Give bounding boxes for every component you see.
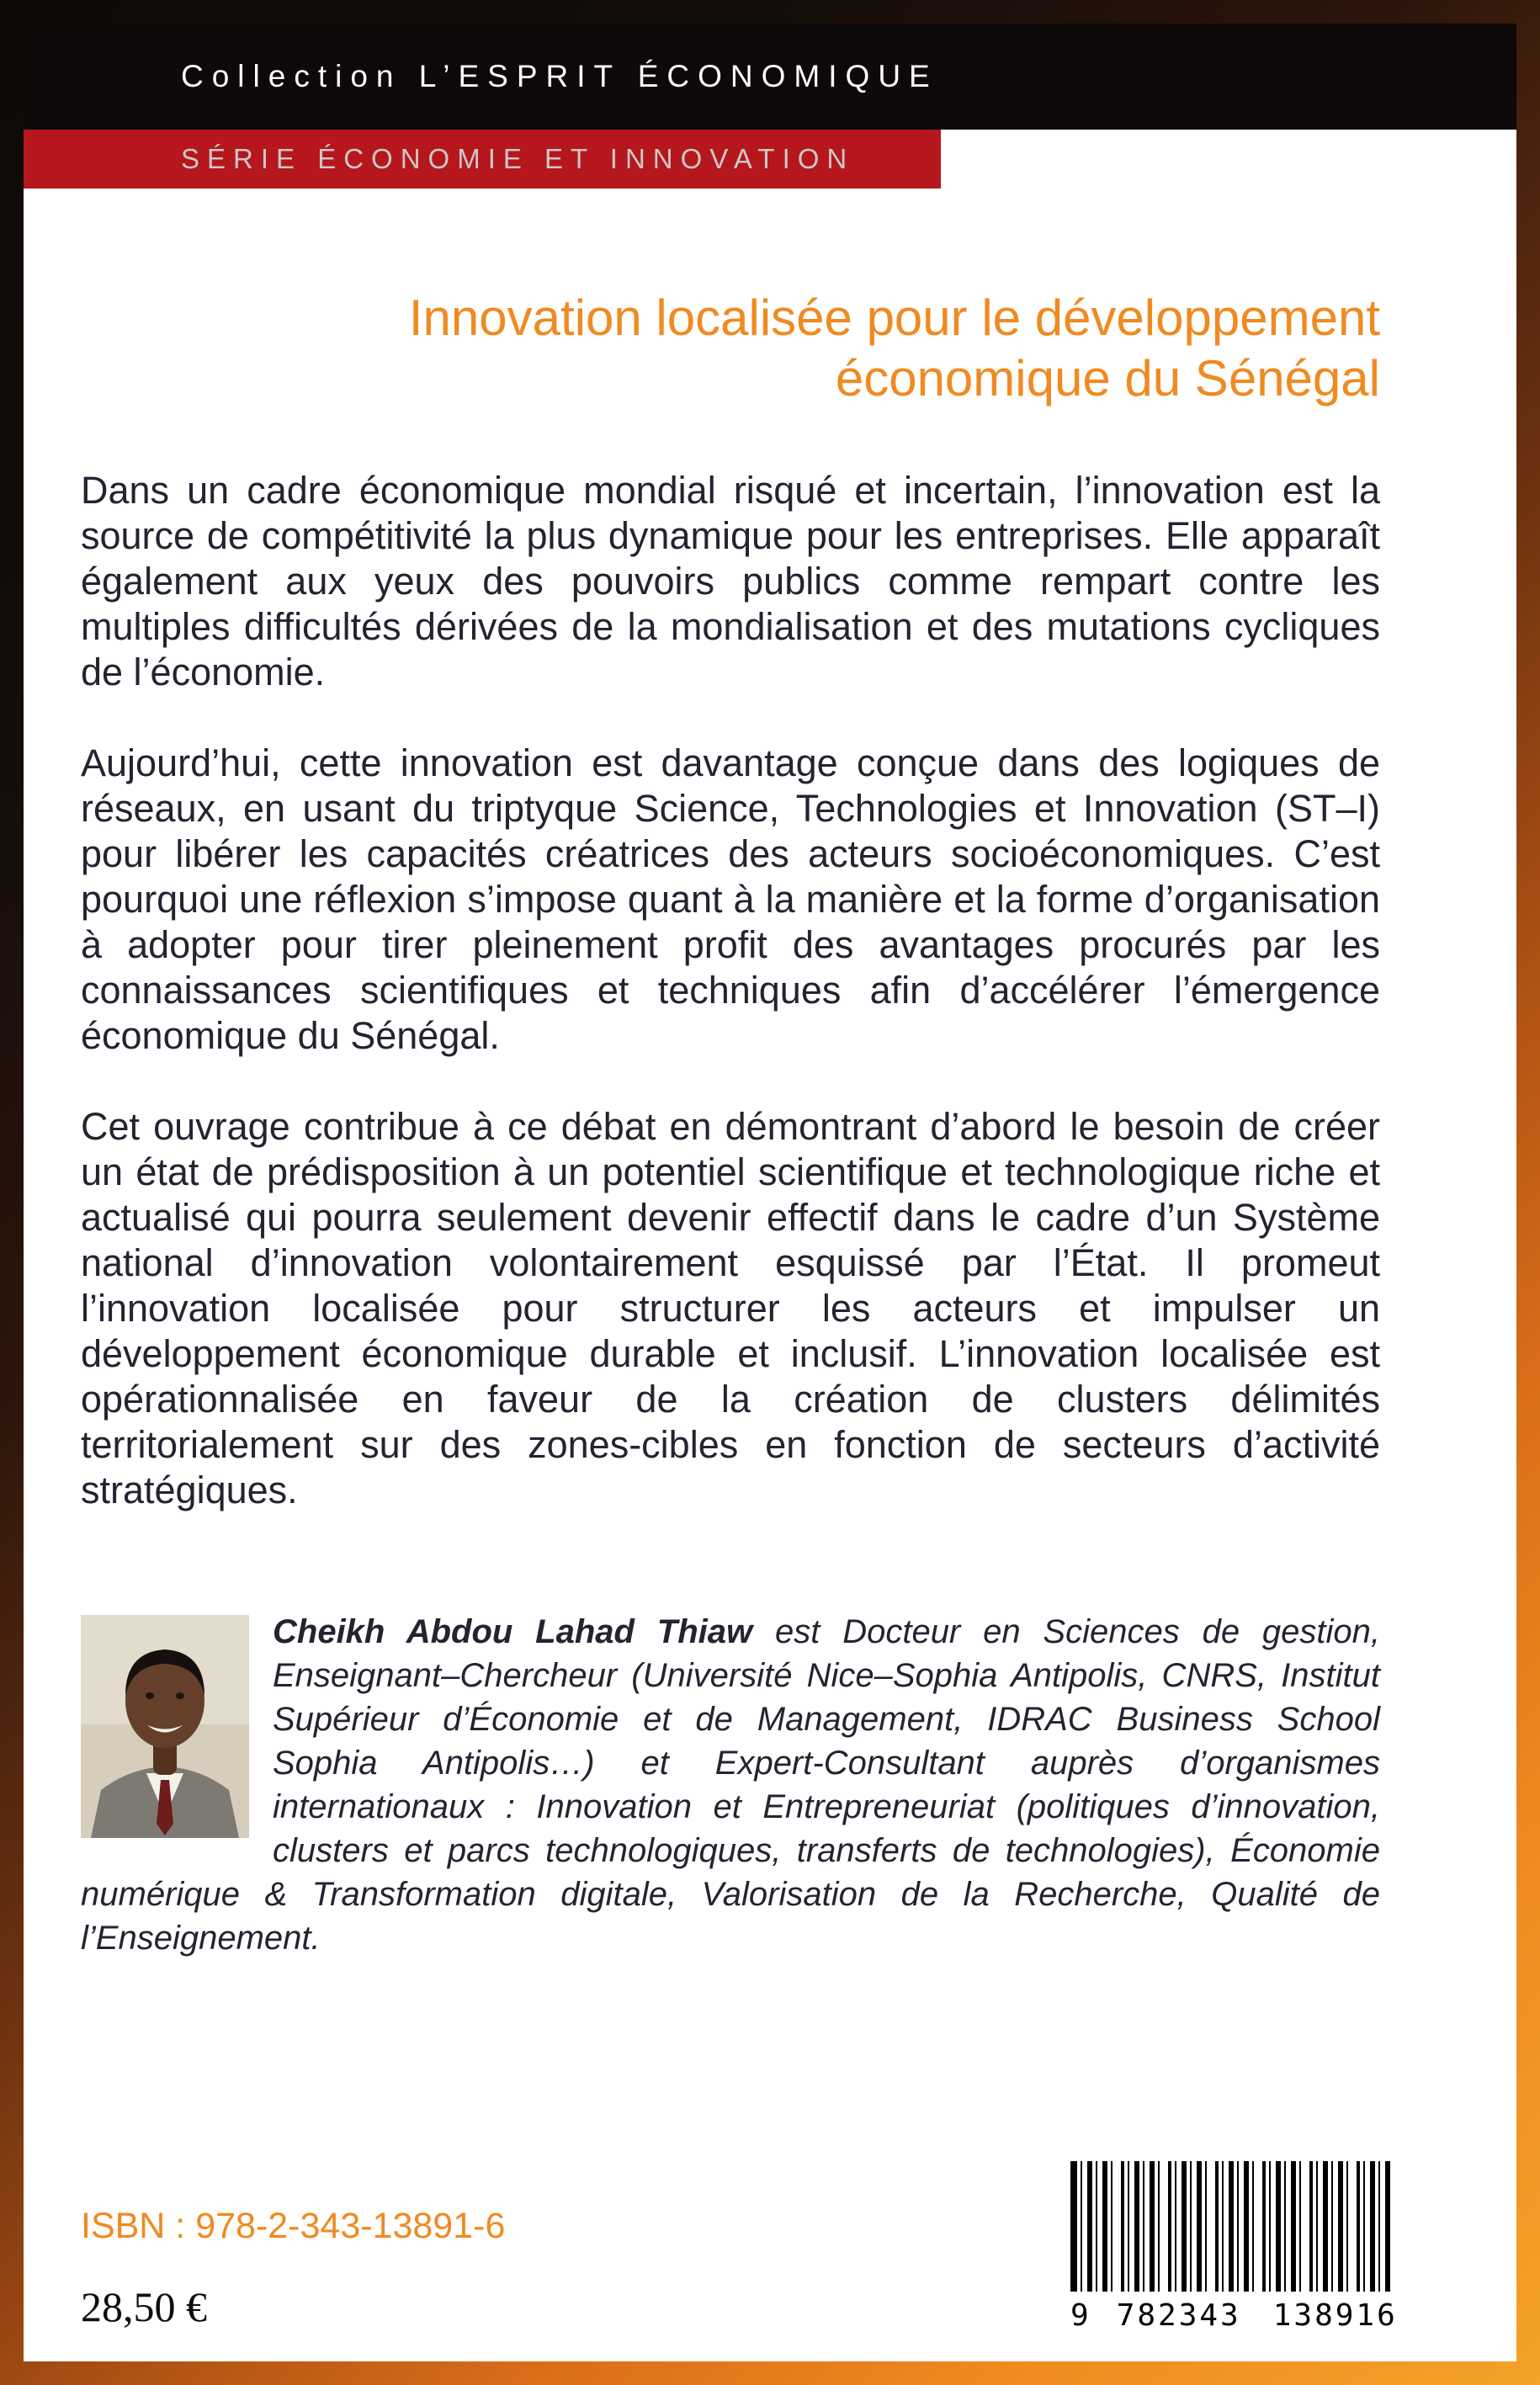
price: 28,50 € (81, 2283, 207, 2330)
author-bio-text: est Docteur en Sciences de gestion, Enseignant–Chercheur (Université Nice–Sophia Antipolis, CNRS, Institut Supérieur d’Économie et de Management, IDRAC Business School Sophia Antipolis…) et Expert-Consultant auprès d’organismes internationaux : Innovation et Entrepreneuriat (politiques d’innovation, clusters et parcs technologiques, transferts de technologies), Économie numérique & Transformation digitale, Valorisation de la Recherche, Qualité de l’Enseignement. (81, 1613, 1381, 1957)
barcode-group1: 782343 (1116, 2298, 1241, 2333)
barcode-prefix: 9 (1070, 2298, 1091, 2333)
barcode-bars (1070, 2161, 1390, 2292)
barcode-group2: 138916 (1272, 2298, 1398, 2333)
footer (81, 2161, 1398, 2333)
synopsis-paragraph-2: Aujourd’hui, cette innovation est davantage conçue dans des logiques de réseaux, en usant du triptyque Science, Technologies et Innovation (ST–I) pour libérer les capacités créatrices des acteurs socioéconomiques. C’est pourquoi une réflexion s’impose quant à la manière et la forme d’organisation à adopter pour tirer pleinement profit des avantages procurés par les connaissances scientifiques et techniques afin d’accélérer l’émergence économique du Sénégal. (81, 741, 1380, 1057)
synopsis (81, 468, 1380, 1513)
book-title (24, 288, 1380, 409)
book-title-line2: économique du Sénégal (835, 350, 1380, 406)
author-name: Cheikh Abdou Lahad Thiaw (273, 1613, 753, 1650)
author-photo (81, 1615, 249, 1838)
series-label: SÉRIE ÉCONOMIE ET INNOVATION (181, 143, 855, 174)
synopsis-paragraph-3: Cet ouvrage contribue à ce débat en démontrant d’abord le besoin de créer un état de prédisposition à un potentiel scientifique et technologique riche et actualisé qui pourra seulement devenir effectif dans le cadre d’un Système national d’innovation volontairement esquissé par l’État. Il promeut l’innovation localisée pour structurer les acteurs et impulser un développement économique durable et inclusif. L’innovation localisée est opérationnalisée en faveur de la création de clusters délimités territorialement sur des zones-cibles en fonction de secteurs d’activité stratégiques. (81, 1105, 1380, 1511)
isbn: ISBN : 978-2-343-13891-6 (81, 2206, 506, 2246)
barcode (1070, 2161, 1398, 2333)
collection-banner (24, 24, 1516, 130)
series-banner (24, 130, 941, 189)
collection-label: Collection L’ESPRIT ÉCONOMIQUE (181, 59, 938, 93)
author-bio (81, 1610, 1380, 1960)
book-title-line1: Innovation localisée pour le développement (408, 289, 1380, 346)
cover-inner (24, 24, 1516, 2361)
barcode-number (1070, 2298, 1398, 2333)
isbn-price-block (81, 2206, 505, 2333)
author-section (81, 1610, 1380, 1960)
synopsis-paragraph-1: Dans un cadre économique mondial risqué et incertain, l’innovation est la source de compétitivité la plus dynamique pour les entreprises. Elle apparaît également aux yeux des pouvoirs publics comme rempart contre les multiples difficultés dérivées de la mondialisation et des mutations cycliques de l’économie. (81, 469, 1380, 693)
